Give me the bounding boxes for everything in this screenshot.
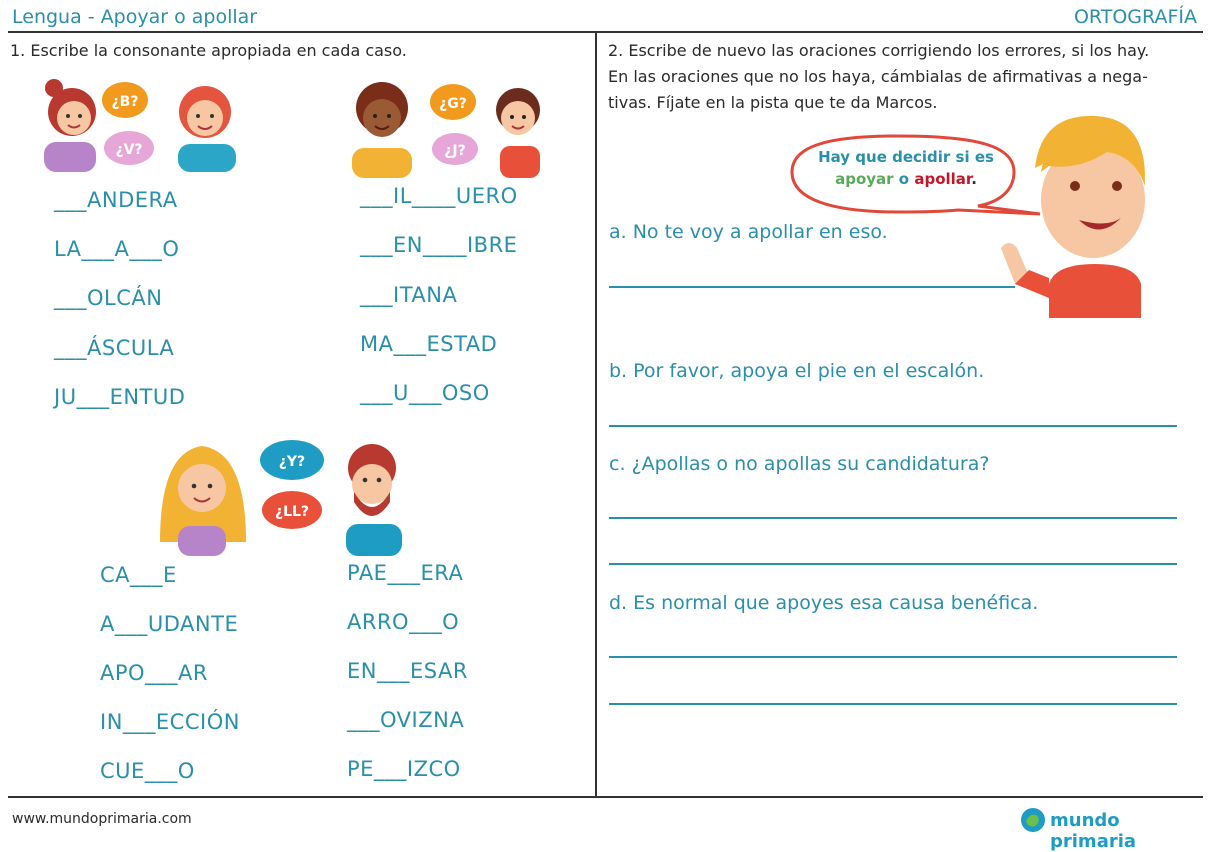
sentence-c: c. ¿Apollas o no apollas su candidatura? (609, 453, 990, 475)
column-divider (595, 31, 597, 797)
word-item: CA___E (100, 563, 177, 587)
marcos-character (995, 108, 1155, 318)
bubble-g (428, 82, 478, 122)
hint-period: . (971, 170, 977, 188)
bubble-letter-label: ¿G? (439, 96, 467, 112)
mundo-primaria-logo-icon (1018, 807, 1048, 833)
word-item: JU___ENTUD (54, 385, 186, 409)
bubble-ll (258, 488, 328, 532)
footer-brand: mundo primaria (1050, 810, 1137, 852)
answer-line-c1[interactable] (609, 517, 1177, 519)
word-item: EN___ESAR (347, 659, 468, 683)
footer-url[interactable]: www.mundoprimaria.com (12, 811, 192, 827)
sentence-a: a. No te voy a apollar en eso. (609, 221, 888, 243)
subject-label: ORTOGRAFÍA (1073, 6, 1197, 28)
sentence-b: b. Por favor, apoya el pie en el escalón. (609, 360, 985, 382)
bubble-letter-label: ¿J? (444, 143, 466, 159)
hint-line-1: Hay que decidir si es (818, 148, 994, 166)
word-item: ___ANDERA (54, 188, 178, 212)
word-item: ___IL____UERO (360, 184, 518, 208)
hint-text (806, 146, 1006, 190)
word-item: ___ÁSCULA (54, 336, 175, 360)
exercise2-instruction (608, 38, 1198, 116)
bubble-letter-label: ¿B? (111, 94, 139, 110)
hint-word-apollar: apollar (914, 170, 972, 188)
word-item: APO___AR (100, 661, 209, 685)
bubble-letter-label: ¿LL? (274, 504, 310, 520)
bubble-b (100, 80, 150, 120)
bubble-letter-label: ¿V? (115, 142, 143, 158)
bubble-letter-label: ¿Y? (278, 454, 306, 470)
word-item: IN___ECCIÓN (100, 710, 240, 734)
word-item: ___EN____IBRE (360, 233, 518, 257)
word-item: PAE___ERA (347, 561, 464, 585)
bubble-y (256, 438, 326, 484)
word-item: ___OLCÁN (54, 286, 163, 310)
hint-word-apoyar: apoyar (835, 170, 894, 188)
hint-line-2 (806, 168, 1006, 190)
word-item: LA___A___O (54, 237, 180, 261)
bubble-j (430, 130, 480, 168)
instruction-line: En las oraciones que no los haya, cámbialas de afirmativas a nega- (608, 67, 1148, 86)
worksheet-title: Lengua - Apoyar o apollar (12, 6, 258, 28)
header-divider (8, 31, 1203, 33)
word-item: A___UDANTE (100, 612, 239, 636)
instruction-line: tivas. Fíjate en la pista que te da Marcos. (608, 93, 938, 112)
answer-line-c2[interactable] (609, 563, 1177, 565)
word-item: MA___ESTAD (360, 332, 498, 356)
answer-line-a[interactable] (609, 286, 1015, 288)
word-item: PE___IZCO (347, 757, 461, 781)
word-item: ___U___OSO (360, 381, 490, 405)
footer-divider (8, 796, 1203, 798)
answer-line-b[interactable] (609, 425, 1177, 427)
sentence-d: d. Es normal que apoyes esa causa benéfica. (609, 592, 1039, 614)
exercise1-instruction: 1. Escribe la consonante apropiada en cada caso. (10, 41, 407, 60)
word-item: CUE___O (100, 759, 195, 783)
hint-connector: o (898, 170, 910, 188)
answer-line-d2[interactable] (609, 703, 1177, 705)
word-item: ARRO___O (347, 610, 460, 634)
instruction-line: 2. Escribe de nuevo las oraciones corrigiendo los errores, si los hay. (608, 41, 1150, 60)
bubble-v (102, 128, 156, 168)
word-item: ___ITANA (360, 283, 458, 307)
word-item: ___OVIZNA (347, 708, 465, 732)
answer-line-d1[interactable] (609, 656, 1177, 658)
